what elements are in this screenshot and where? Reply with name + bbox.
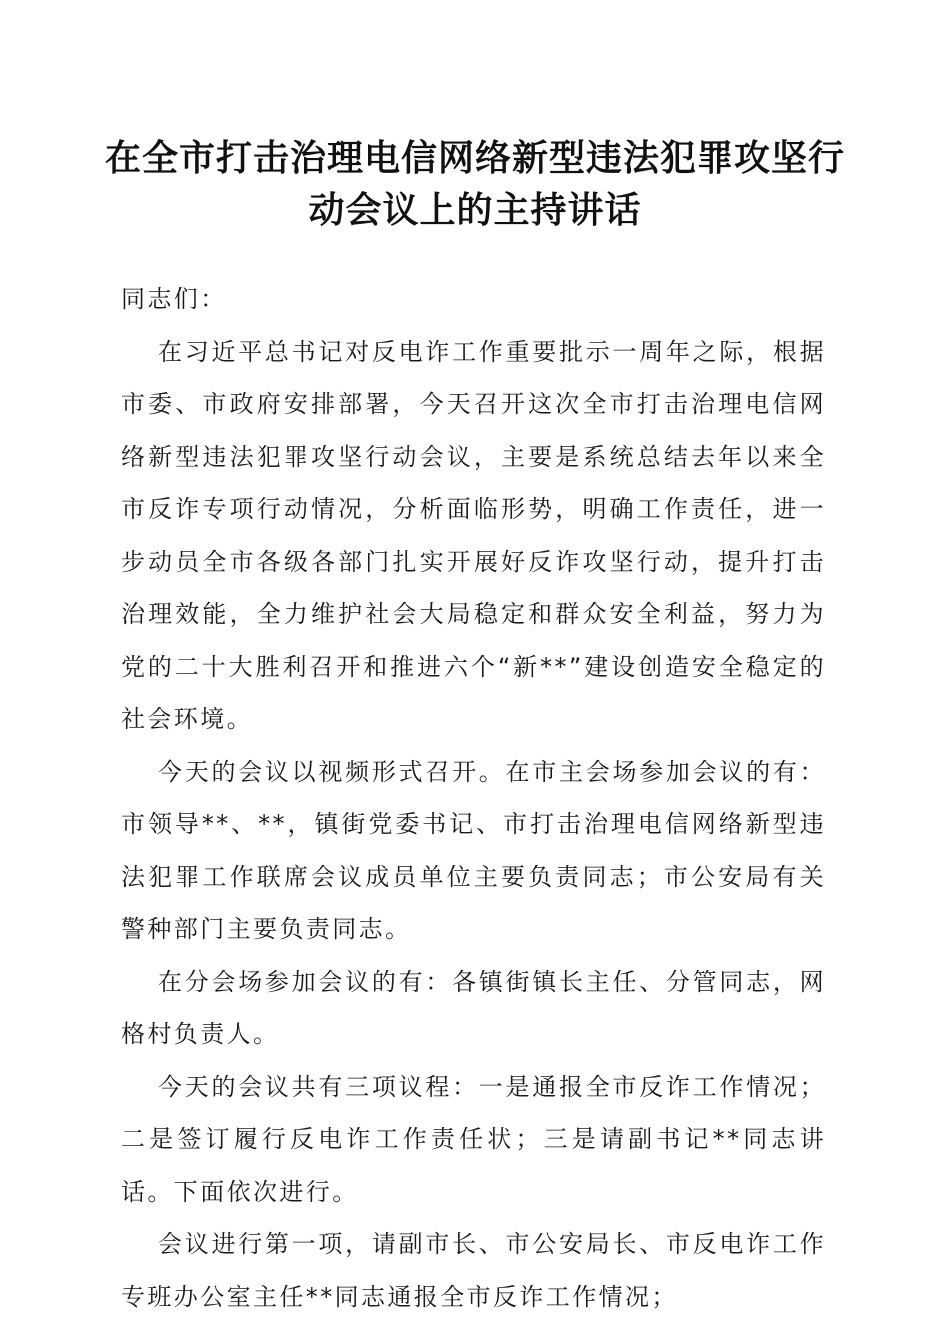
paragraph-main-venue: 今天的会议以视频形式召开。在市主会场参加会议的有：市领导**、**，镇街党委书记、市打击治理电信网络新型违法犯罪工作联席会议成员单位主要负责同志；市公安局有关警种部门主要负责同志。 — [121, 757, 826, 943]
paragraph-agenda: 今天的会议共有三项议程：一是通报全市反诈工作情况；二是签订履行反电诈工作责任状；三是请副书记**同志讲话。下面依次进行。 — [121, 1072, 826, 1206]
document-title — [100, 132, 850, 236]
paragraph-intro: 在习近平总书记对反电诈工作重要批示一周年之际，根据市委、市政府安排部署，今天召开这次全市打击治理电信网络新型违法犯罪攻坚行动会议，主要是系统总结去年以来全市反诈专项行动情况，分析面临形势，明确工作责任，进一步动员全市各级各部门扎实开展好反诈攻坚行动，提升打击治理效能，全力维护社会大局稳定和群众安全利益，努力为党的二十大胜利召开和推进六个“新**”建设创造安全稳定的社会环境。 — [121, 337, 826, 733]
paragraph-branch-venue: 在分会场参加会议的有：各镇街镇长主任、分管同志，网格村负责人。 — [121, 967, 826, 1048]
title-line-1: 在全市打击治理电信网络新型违法犯罪攻坚行 — [104, 137, 845, 179]
paragraph-first-item: 会议进行第一项，请副市长、市公安局长、市反电诈工作专班办公室主任**同志通报全市反诈工作情况； — [121, 1230, 826, 1311]
title-line-2: 动会议上的主持讲话 — [308, 189, 642, 231]
document-body — [121, 273, 826, 1323]
salutation: 同志们： — [121, 285, 227, 313]
